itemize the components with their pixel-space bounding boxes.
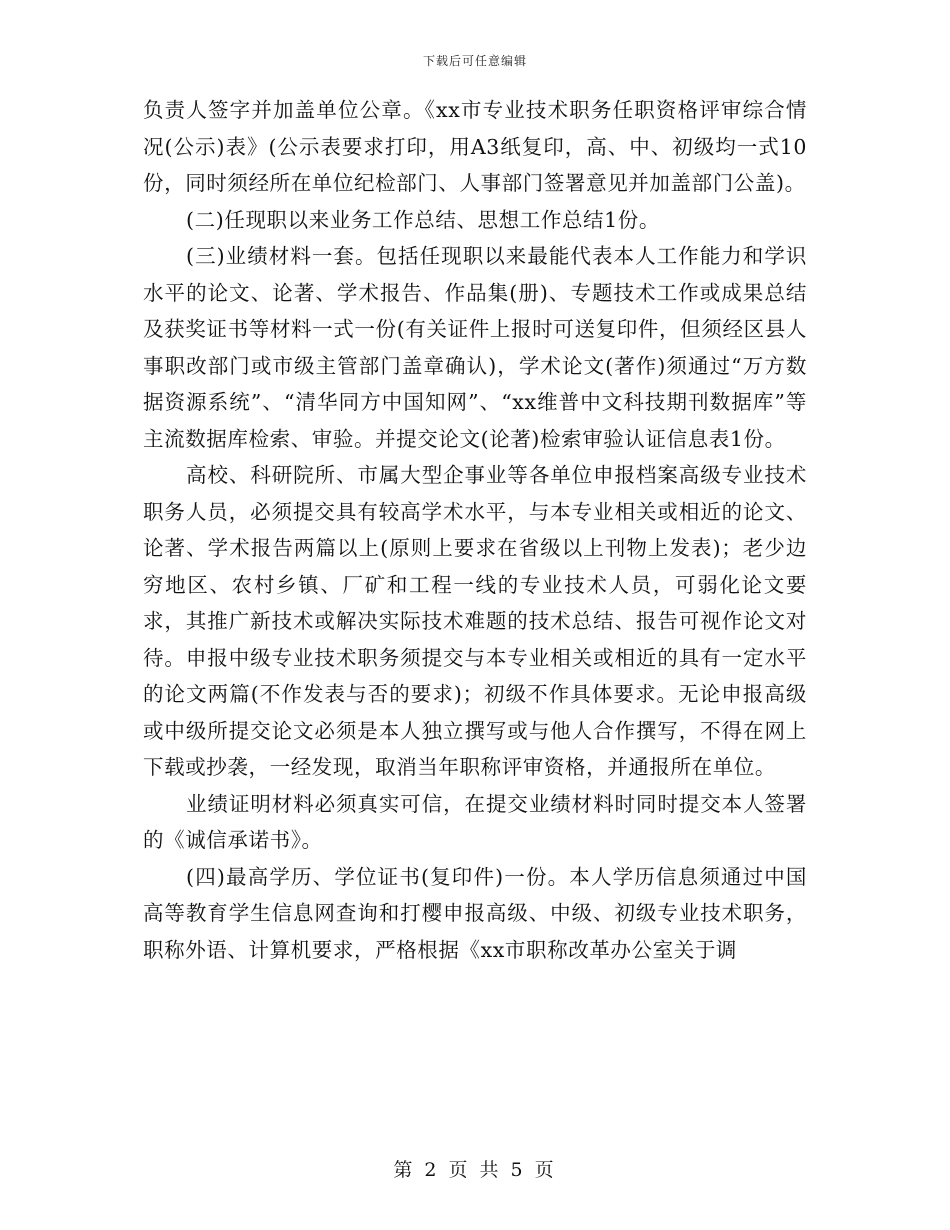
paragraph-4: 高校、科研院所、市属大型企事业等各单位申报档案高级专业技术职务人员，必须提交具有较高学术水平，与本专业相关或相近的论文、论著、学术报告两篇以上(原则上要求在省级以上刊物上发表)；老少边穷地区、农村乡镇、厂矿和工程一线的专业技术人员，可弱化论文要求，其推广新技术或解决实际技术难题的技术总结、报告可视作论文对待。申报中级专业技术职务须提交与本专业相关或相近的具有一定水平的论文两篇(不作发表与否的要求)；初级不作具体要求。无论申报高级或中级所提交论文必须是本人独立撰写或与他人合作撰写，不得在网上下载或抄袭，一经发现，取消当年职称评审资格，并通报所在单位。 (143, 463, 807, 779)
paragraph-6: (四)最高学历、学位证书(复印件)一份。本人学历信息须通过中国高等教育学生信息网查询和打樱申报高级、中级、初级专业技术职务，职称外语、计算机要求，严格根据《xx市职称改革办公室关于调 (143, 864, 807, 962)
paragraph-1: 负责人签字并加盖单位公章。《xx市专业技术职务任职资格评审综合情况(公示)表》(公示表要求打印，用A3纸复印，高、中、初级均一式10份，同时须经所在单位纪检部门、人事部门签署意见并加盖部门公盖)。 (143, 98, 807, 195)
page-number-footer: 第 2 页 共 5 页 (393, 1159, 557, 1181)
paragraph-3: (三)业绩材料一套。包括任现职以来最能代表本人工作能力和学识水平的论文、论著、学术报告、作品集(册)、专题技术工作或成果总结及获奖证书等材料一式一份(有关证件上报时可送复印件，但须经区县人事职改部门或市级主管部门盖章确认)，学术论文(著作)须通过“万方数据资源系统”、“清华同方中国知网”、“xx维普中文科技期刊数据库”等主流数据库检索、审验。并提交论文(论著)检索审验认证信息表1份。 (143, 244, 807, 451)
page-header: 下载后可任意编辑 (422, 54, 527, 68)
document-body (143, 92, 807, 968)
paragraph-5: 业绩证明材料必须真实可信，在提交业绩材料时同时提交本人签署的《诚信承诺书》。 (143, 791, 807, 852)
paragraph-2: (二)任现职以来业务工作总结、思想工作总结1份。 (186, 207, 660, 232)
